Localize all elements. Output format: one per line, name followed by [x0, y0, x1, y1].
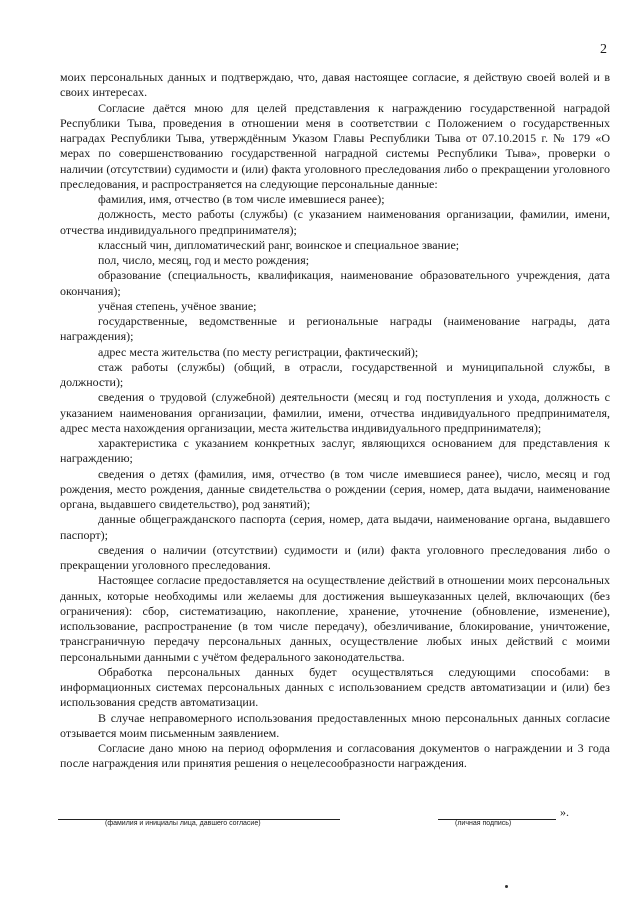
- closing-quote: ».: [560, 805, 569, 819]
- paragraph: адрес места жительства (по месту регистрации, фактический);: [98, 344, 419, 359]
- paragraph: сведения о детях (фамилия, имя, отчество (в том числе имевшиеся ранее), число, месяц и год рождения, место рождения, данные свидетельства о рождении (серия, номер, дата выдачи, наименование органа, выдавшего свидетельство), род занятий);: [60, 466, 610, 511]
- paragraph: данные общегражданского паспорта (серия, номер, дата выдачи, наименование органа, выдавшего паспорт);: [60, 512, 610, 542]
- paragraph: образование (специальность, квалификация, наименование образовательного учреждения, дата окончания);: [60, 268, 610, 298]
- paragraph: характеристика с указанием конкретных заслуг, являющихся основанием для представления к награждению;: [60, 436, 610, 466]
- name-caption: (фамилия и инициалы лица, давшего согласие): [105, 820, 261, 827]
- scan-artifact-dot: [505, 885, 508, 888]
- signature-caption: (личная подпись): [455, 820, 512, 827]
- paragraph: Обработка персональных данных будет осуществляться следующими способами: в информационных системах персональных данных с использованием средств автоматизации и (или) без использования средств автоматизации.: [60, 664, 610, 710]
- page-number: 2: [600, 42, 607, 57]
- paragraph: фамилия, имя, отчество (в том числе имевшиеся ранее);: [98, 192, 385, 206]
- paragraph: Согласие даётся мною для целей представления к награждению государственной наградой Республики Тыва, проведения в отношении меня в соответствии с Положением о государственных наградах Республики Тыва, утверждённым Указом Главы Республики Тыва от 07.10.2015 г. № 179 «О мерах по совершенствованию государственной наградной системы Республики Тыва», проверки о наличии (отсутствии) судимости и (или) факта уголовного преследования либо о прекращении уголовного преследования, и распространяется на следующие персональные данные:: [60, 100, 610, 191]
- paragraph: моих персональных данных и подтверждаю, что, давая настоящее согласие, я действую своей волей и в своих интересах.: [60, 70, 610, 100]
- consent-body: [60, 70, 610, 772]
- paragraph: сведения о наличии (отсутствии) судимости и (или) факта уголовного преследования либо о прекращении уголовного преследования.: [60, 542, 610, 572]
- paragraph: учёная степень, учёное звание;: [98, 298, 257, 313]
- paragraph: стаж работы (службы) (общий, в отрасли, государственной и муниципальной службы, в должности);: [60, 359, 610, 389]
- paragraph: Настоящее согласие предоставляется на осуществление действий в отношении моих персональных данных, которые необходимы или желаемы для достижения вышеуказанных целей, включающих (без ограничения): сбор, систематизацию, накопление, хранение, уточнение (обновление, изменение), использование, распространение (в том числе передачу), обезличивание, блокирование, уничтожение, трансграничную передачу персональных данных, осуществление любых иных действий с моими персональными данными с учётом федерального законодательства.: [60, 573, 610, 664]
- paragraph: классный чин, дипломатический ранг, воинское и специальное звание;: [98, 237, 460, 252]
- paragraph: Согласие дано мною на период оформления и согласования документов о награждении и 3 года после награждения или принятия решения о нецелесообразности награждения.: [60, 741, 610, 771]
- paragraph: государственные, ведомственные и региональные награды (наименование награды, дата награждения);: [60, 314, 610, 344]
- paragraph: пол, число, месяц, год и место рождения;: [98, 253, 310, 267]
- paragraph: В случае неправомерного использования предоставленных мною персональных данных согласие отзывается моим письменным заявлением.: [60, 710, 610, 740]
- signature-block: [0, 805, 640, 835]
- paragraph: сведения о трудовой (служебной) деятельности (месяц и год поступления и ухода, должность с указанием наименования организации, фамилии, имени, отчества индивидуального предпринимателя, адрес места нахождения организации, места жительства индивидуального предпринимателя);: [60, 390, 610, 435]
- paragraph: должность, место работы (службы) (с указанием наименования организации, фамилии, имени, отчества индивидуального предпринимателя);: [60, 207, 610, 237]
